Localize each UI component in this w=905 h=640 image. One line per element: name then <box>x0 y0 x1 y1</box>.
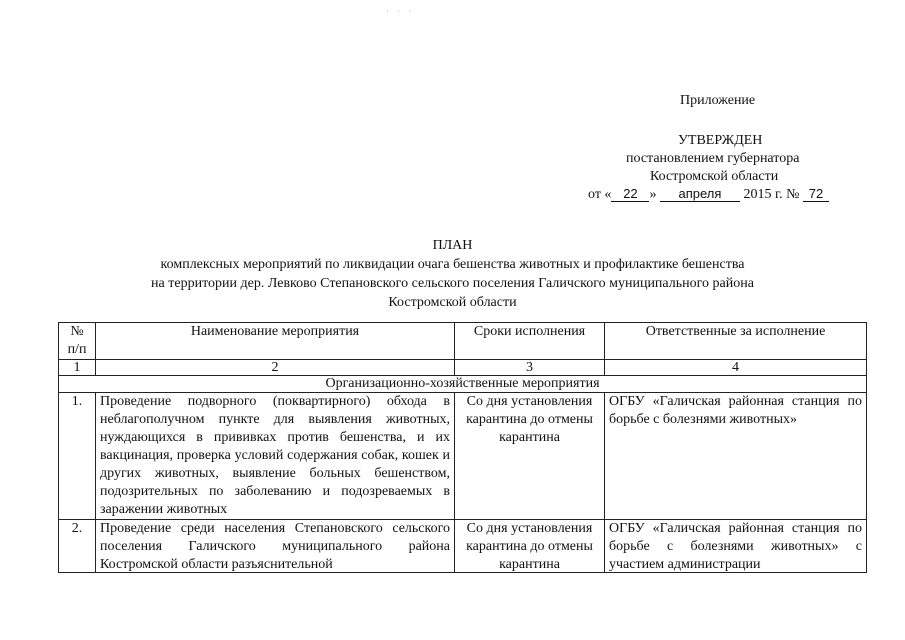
row-responsible: ОГБУ «Галичская районная станция по борьбе с болезнями животных» с участием администрации <box>605 520 867 573</box>
row-number: 1. <box>59 393 96 520</box>
row-number: 2. <box>59 520 96 573</box>
approved-label: УТВЕРЖДЕН <box>678 133 763 148</box>
title-line-3: на территории дер. Левково Степановского сельского поселения Галичского муниципального района <box>151 276 754 291</box>
decree-label: постановлением губернатора <box>626 151 800 166</box>
region-label: Костромской области <box>650 169 779 184</box>
title-line-4: Костромской области <box>388 295 517 310</box>
scan-artifact: · · · <box>386 6 415 16</box>
column-number: 1 <box>59 360 96 376</box>
date-prefix: от « <box>588 187 612 202</box>
table-row <box>59 393 867 520</box>
plan-title <box>0 236 905 312</box>
col-header-responsible: Ответственные за исполнение <box>605 323 867 360</box>
table-row <box>59 520 867 573</box>
row-action: Проведение среди населения Степановского сельского поселения Галичского муниципального района Костромской области разъяснительной <box>96 520 455 573</box>
col-header-action: Наименование мероприятия <box>96 323 455 360</box>
column-number: 4 <box>605 360 867 376</box>
row-responsible: ОГБУ «Галичская районная станция по борьбе с болезнями животных» <box>605 393 867 520</box>
section-title: Организационно-хозяйственные мероприятия <box>59 376 867 393</box>
date-month: апреля <box>660 187 740 202</box>
row-terms: Со дня установления карантина до отмены карантина <box>455 520 605 573</box>
row-terms: Со дня установления карантина до отмены карантина <box>455 393 605 520</box>
date-line <box>588 186 829 204</box>
date-day: 22 <box>611 187 649 202</box>
col-header-terms: Сроки исполнения <box>455 323 605 360</box>
column-number: 3 <box>455 360 605 376</box>
section-row <box>59 376 867 393</box>
col-header-number: № п/п <box>59 323 96 360</box>
plan-table <box>58 322 867 573</box>
table-header-row <box>59 323 867 360</box>
appendix-label: Приложение <box>680 93 756 108</box>
date-quote: » <box>649 187 657 202</box>
row-action: Проведение подворного (поквартирного) обхода в неблагополучном пункте для выявления животных, нуждающихся в прививках против бешенства, и их вакцинация, проверка условий содержания собак, кошек и других животных, выявление больных бешенством, подозрительных по заболеванию и подозреваемых в заражении животных <box>96 393 455 520</box>
title-line-2: комплексных мероприятий по ликвидации очага бешенства животных и профилактике бешенства <box>160 257 745 272</box>
column-numbers-row <box>59 360 867 376</box>
decree-number: 72 <box>803 187 829 202</box>
date-year: 2015 г. № <box>743 187 800 202</box>
title-plan: ПЛАН <box>432 238 473 253</box>
column-number: 2 <box>96 360 455 376</box>
